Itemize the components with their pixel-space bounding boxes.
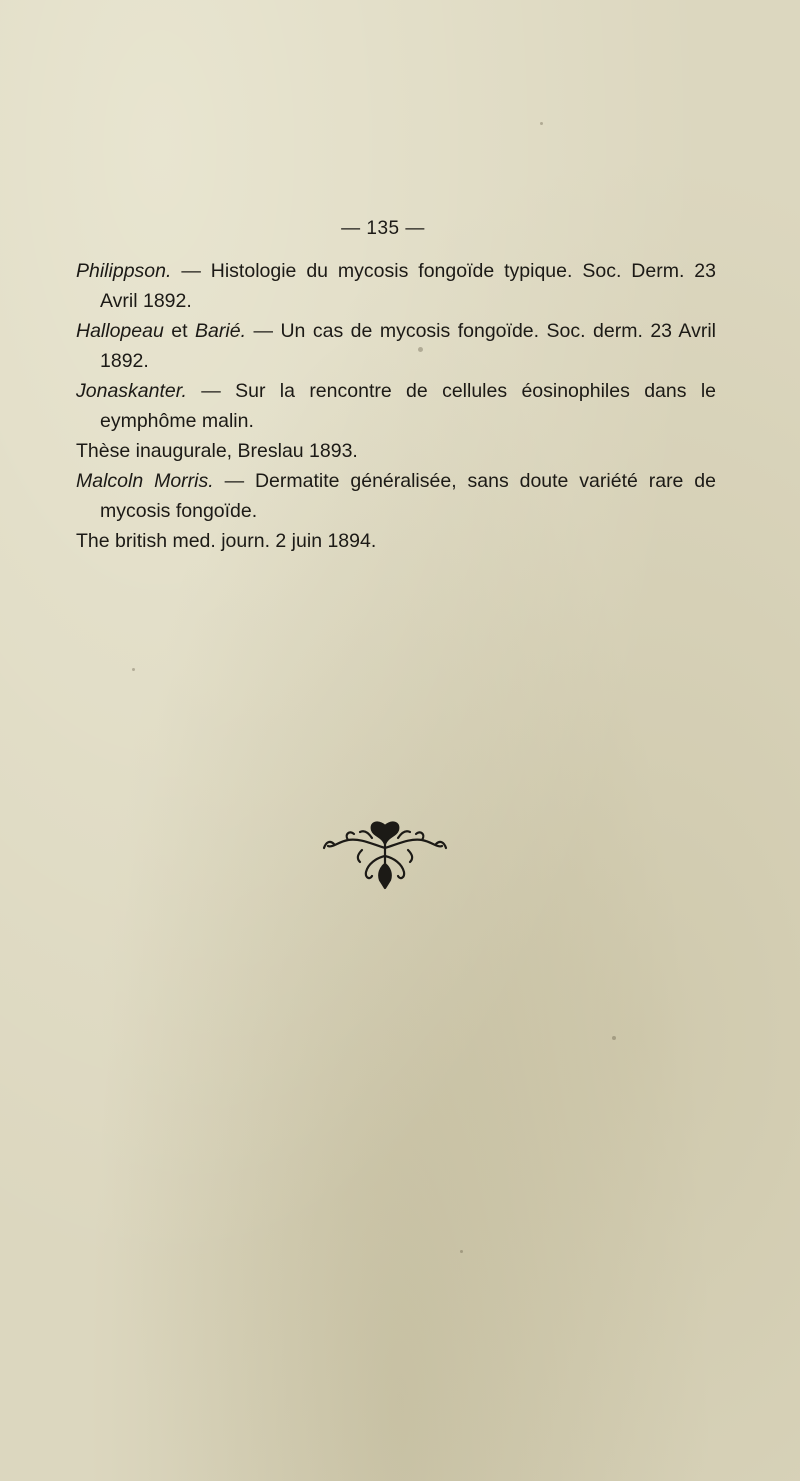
reference-author-2: Barié. [195,320,246,342]
reference-author: Philippson. [76,260,172,282]
reference-item [76,376,716,466]
reference-source: The british med. journ. 2 juin 1894. [76,530,377,552]
reference-author: Malcoln Morris. [76,470,214,492]
reference-text: — Histologie du mycosis fongoïde typique. Soc. Derm. 23 Avril 1892. [100,260,716,312]
reference-item [76,316,716,376]
reference-author: Hallopeau [76,320,164,342]
paper-speck [132,668,135,671]
reference-text: — Un cas de mycosis fongoïde. Soc. derm. 23 Avril 1892. [100,320,716,372]
paper-speck [540,122,543,125]
reference-conjunction: et [163,320,196,342]
paper-speck [460,1250,463,1253]
fleuron-ornament-icon [322,818,448,892]
paper-speck [612,1036,616,1040]
paper-speck [418,347,423,352]
reference-author: Jonaskanter. [76,380,187,402]
reference-item [76,466,716,556]
reference-item [76,256,716,316]
reference-source: Thèse inaugurale, Breslau 1893. [76,440,358,462]
reference-text: — Sur la rencontre de cellules éosinophiles dans le eymphôme malin. [100,380,716,432]
reference-list [76,256,716,556]
page-number: — 135 — [341,218,425,239]
reference-text: — Dermatite généralisée, sans doute variété rare de mycosis fongoïde. [100,470,716,522]
